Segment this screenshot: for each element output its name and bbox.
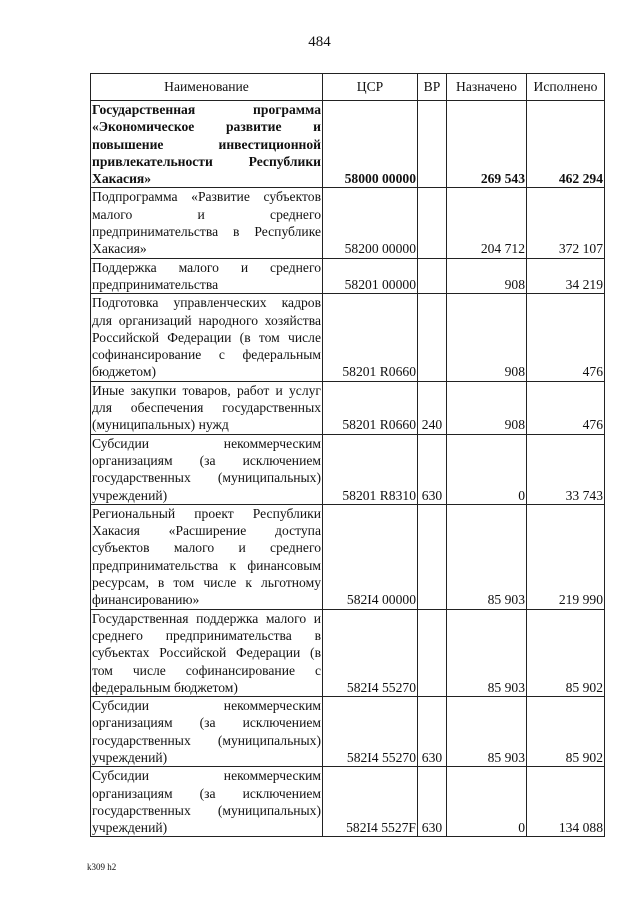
row-name-cell: Подпрограмма «Развитие субъектов малого и среднего предпринимательства в Республике Хакасия»	[92, 189, 321, 257]
row-name-cell: Субсидии некоммерческим организациям (за исключением государственных (муниципальных) учреждений)	[92, 435, 321, 503]
row-csr-cell: 582I4 5527F	[323, 767, 418, 837]
row-vr-cell	[418, 101, 447, 188]
row-executed-cell: 33 743	[527, 434, 605, 504]
row-name-cell: Поддержка малого и среднего предпринимательства	[92, 259, 321, 292]
row-csr-cell: 582I4 55270	[323, 697, 418, 767]
row-executed-cell: 462 294	[527, 101, 605, 188]
row-csr-cell: 58201 R0660	[323, 294, 418, 381]
row-planned-cell: 0	[447, 767, 527, 837]
row-csr-cell: 582I4 00000	[323, 504, 418, 609]
row-csr-cell: 58201 R8310	[323, 434, 418, 504]
row-planned-cell: 85 903	[447, 504, 527, 609]
budget-table	[90, 73, 605, 837]
row-executed-cell: 219 990	[527, 504, 605, 609]
row-csr-cell: 58201 R0660	[323, 381, 418, 434]
row-name-cell: Государственная поддержка малого и среднего предпринимательства в субъектах Российской Федерации (в том числе софинансирование с федеральным бюджетом)	[92, 610, 321, 695]
table-row	[91, 188, 605, 258]
row-planned-cell: 85 903	[447, 697, 527, 767]
row-executed-cell: 85 902	[527, 697, 605, 767]
row-name-cell: Региональный проект Республики Хакасия «Расширение доступа субъектов малого и среднего предпринимательства к финансовым ресурсам, в том числе к льготному финансированию»	[92, 505, 321, 608]
row-name-cell: Субсидии некоммерческим организациям (за исключением государственных (муниципальных) учреждений)	[92, 698, 321, 765]
row-vr-cell: 630	[418, 767, 447, 837]
table-body	[91, 101, 605, 837]
row-csr-cell: 58201 00000	[323, 258, 418, 294]
row-executed-cell: 476	[527, 381, 605, 434]
row-vr-cell	[418, 258, 447, 294]
row-executed-cell: 476	[527, 294, 605, 381]
header-executed: Исполнено	[527, 74, 605, 101]
row-vr-cell	[418, 504, 447, 609]
row-vr-cell	[418, 188, 447, 258]
header-vr: ВР	[418, 74, 447, 101]
row-executed-cell: 85 902	[527, 609, 605, 696]
row-planned-cell: 908	[447, 294, 527, 381]
row-vr-cell	[418, 609, 447, 696]
row-planned-cell: 908	[447, 258, 527, 294]
row-vr-cell: 240	[418, 381, 447, 434]
table-row	[91, 697, 605, 767]
row-planned-cell: 0	[447, 434, 527, 504]
row-planned-cell: 908	[447, 381, 527, 434]
row-name-cell: Подготовка управленческих кадров для организаций народного хозяйства Российской Федерации (в том числе софинансирование с федеральным бюджетом)	[92, 295, 321, 380]
row-executed-cell: 134 088	[527, 767, 605, 837]
page-number: 484	[308, 34, 331, 50]
row-planned-cell: 85 903	[447, 609, 527, 696]
row-vr-cell: 630	[418, 434, 447, 504]
row-name-cell: Субсидии некоммерческим организациям (за исключением государственных (муниципальных) учреждений)	[92, 768, 321, 836]
row-planned-cell: 204 712	[447, 188, 527, 258]
row-name-cell: Иные закупки товаров, работ и услуг для обеспечения государственных (муниципальных) нужд	[92, 382, 321, 433]
table-header-row	[91, 74, 605, 101]
footer-code: k309 h2	[87, 862, 117, 872]
row-executed-cell: 34 219	[527, 258, 605, 294]
header-csr: ЦСР	[323, 74, 418, 101]
table-row	[91, 504, 605, 609]
table-row	[91, 381, 605, 434]
header-planned: Назначено	[447, 74, 527, 101]
row-name-cell: Государственная программа «Экономическое развитие и повышение инвестиционной привлекательности Республики Хакасия»	[92, 102, 321, 187]
row-csr-cell: 58200 00000	[323, 188, 418, 258]
table-row	[91, 609, 605, 696]
header-name: Наименование	[91, 74, 323, 101]
table-row	[91, 294, 605, 381]
row-csr-cell: 58000 00000	[323, 101, 418, 188]
table-row	[91, 767, 605, 837]
row-executed-cell: 372 107	[527, 188, 605, 258]
row-csr-cell: 582I4 55270	[323, 609, 418, 696]
table-row	[91, 434, 605, 504]
row-planned-cell: 269 543	[447, 101, 527, 188]
table-row	[91, 101, 605, 188]
row-vr-cell: 630	[418, 697, 447, 767]
table-row	[91, 258, 605, 294]
row-vr-cell	[418, 294, 447, 381]
